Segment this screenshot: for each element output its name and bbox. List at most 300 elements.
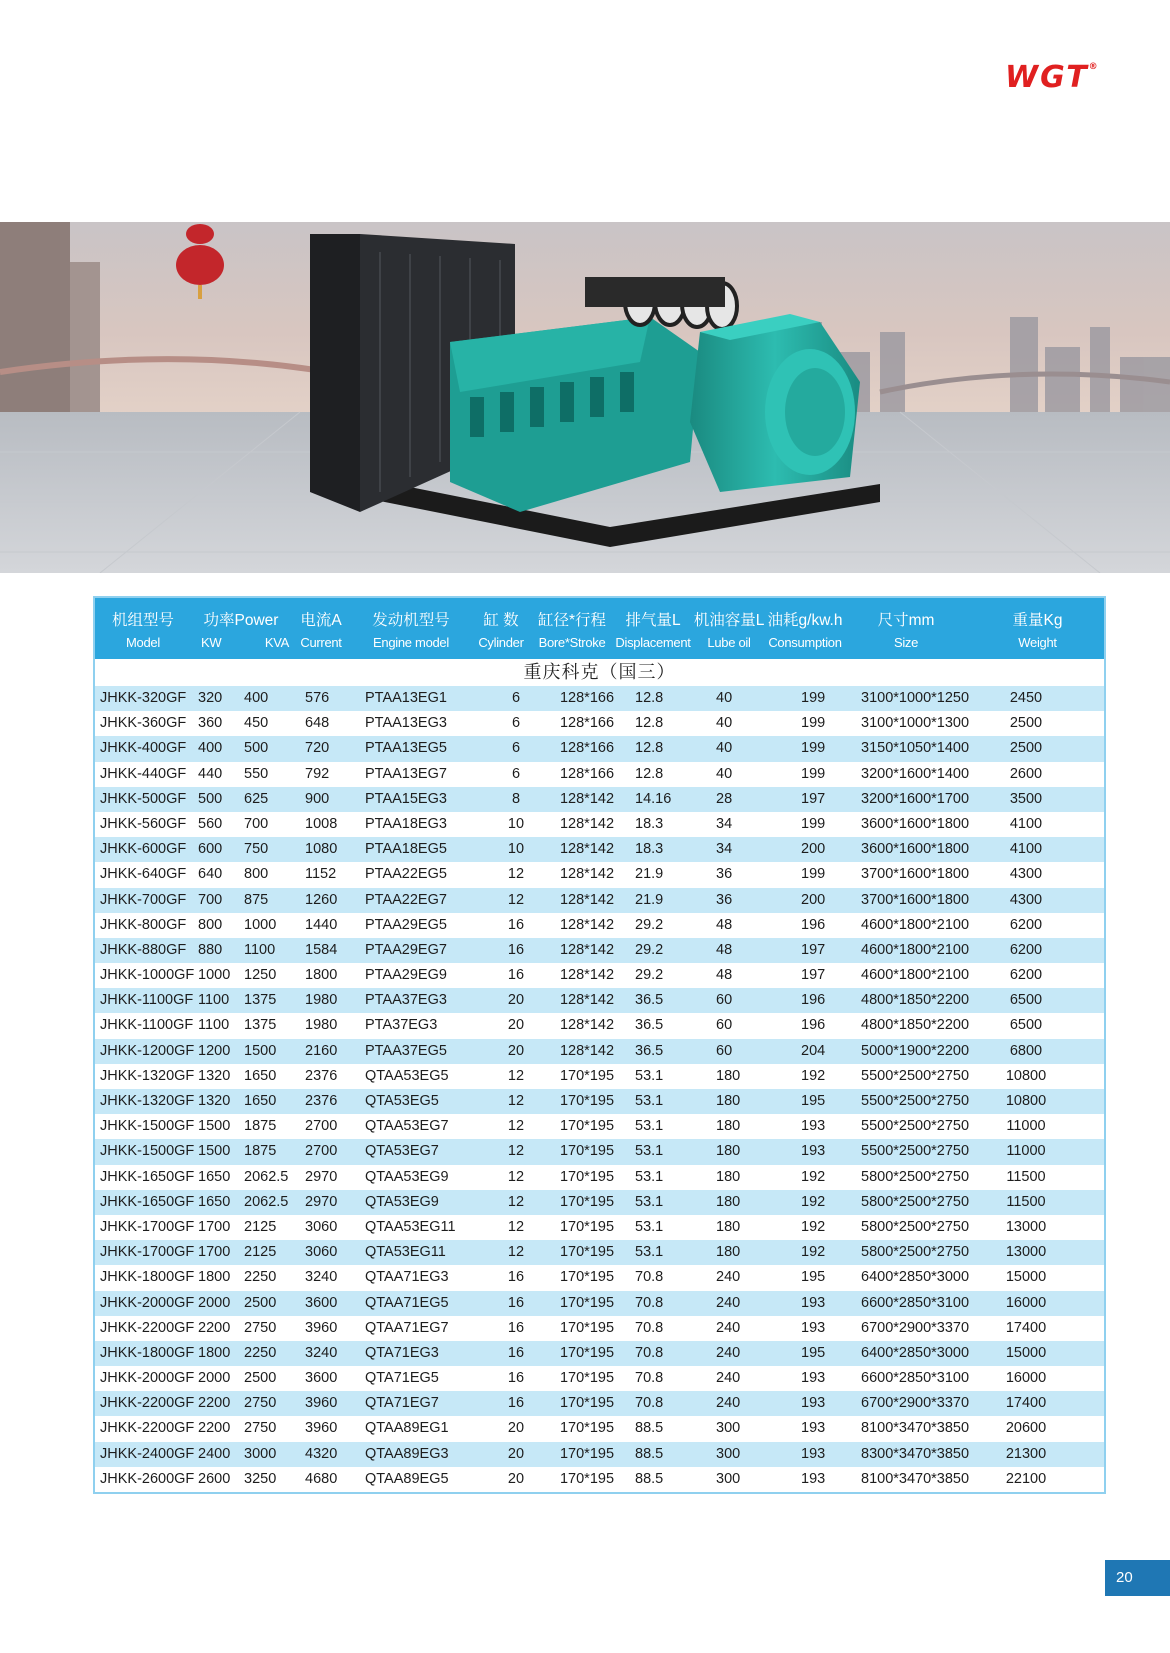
cell-kva: 2500 [244, 1370, 277, 1387]
cell-weight: 10800 [1005, 1093, 1047, 1109]
cell-weight: 2500 [1009, 740, 1043, 757]
table-row [95, 711, 1104, 736]
cell-size: 3600*1600*1800 [861, 815, 970, 832]
cell-bore: 128*142 [559, 916, 615, 933]
cell-engine: QTAA89EG5 [365, 1470, 449, 1487]
cell-kva: 2750 [244, 1319, 277, 1336]
cell-engine: PTA37EG3 [365, 1017, 438, 1034]
cell-displacement: 21.9 [635, 866, 664, 883]
table-row [95, 913, 1104, 938]
cell-consumption: 192 [801, 1218, 826, 1235]
table-row [95, 1240, 1104, 1265]
cell-size: 3600*1600*1800 [861, 841, 970, 858]
cell-displacement: 36.5 [635, 1042, 664, 1059]
cell-current: 3960 [305, 1420, 338, 1437]
table-row [95, 1391, 1104, 1416]
cell-current: 3060 [305, 1218, 338, 1235]
cell-consumption: 197 [801, 941, 826, 958]
wgt-logo: WGT® [1005, 60, 1100, 95]
cell-size: 4600*1800*2100 [861, 967, 970, 984]
cell-lube: 300 [716, 1470, 741, 1487]
table-row [95, 1039, 1104, 1064]
cell-cylinder: 12 [507, 1118, 525, 1135]
cell-engine: QTA53EG9 [365, 1193, 439, 1210]
cell-kw: 880 [198, 941, 223, 958]
cell-size: 3100*1000*1300 [861, 715, 970, 732]
cell-weight: 6500 [1009, 992, 1043, 1009]
cell-kw: 2200 [198, 1420, 231, 1437]
cell-engine: QTAA53EG11 [365, 1218, 456, 1235]
cell-kw: 700 [198, 891, 223, 908]
cell-consumption: 199 [801, 690, 826, 706]
cell-lube: 180 [716, 1118, 741, 1135]
cell-current: 3240 [305, 1344, 338, 1361]
cell-size: 5500*2500*2750 [861, 1118, 970, 1135]
table-row [95, 1416, 1104, 1441]
cell-current: 1440 [305, 916, 338, 933]
cell-engine: PTAA22EG5 [365, 866, 447, 883]
cell-bore: 170*195 [559, 1445, 615, 1462]
cell-kva: 1875 [244, 1143, 277, 1160]
cell-displacement: 53.1 [635, 1093, 664, 1109]
cell-consumption: 193 [801, 1395, 826, 1412]
cell-model: JHKK-2200GF [100, 1319, 195, 1336]
cell-size: 4800*1850*2200 [861, 1017, 970, 1034]
table-row [95, 963, 1104, 988]
cell-size: 3200*1600*1400 [861, 765, 970, 782]
cell-size: 3150*1050*1400 [861, 740, 970, 757]
table-row [95, 1442, 1104, 1467]
table-row [95, 736, 1104, 761]
cell-weight: 4100 [1009, 841, 1043, 858]
cell-consumption: 199 [801, 715, 826, 732]
cell-kw: 440 [198, 765, 223, 782]
cell-model: JHKK-1700GF [100, 1218, 195, 1235]
cell-displacement: 14.16 [635, 790, 672, 807]
cell-model: JHKK-1100GF [100, 1017, 194, 1034]
cell-current: 1260 [305, 891, 338, 908]
cell-consumption: 200 [801, 841, 826, 858]
cell-lube: 180 [716, 1168, 741, 1185]
cell-kva: 1000 [244, 916, 277, 933]
table-row [95, 1190, 1104, 1215]
cell-cylinder: 16 [507, 1294, 525, 1311]
cell-cylinder: 6 [511, 765, 521, 782]
cell-cylinder: 6 [511, 715, 521, 732]
cell-model: JHKK-1650GF [100, 1193, 195, 1210]
cell-lube: 180 [716, 1143, 741, 1160]
cell-lube: 40 [716, 740, 733, 757]
cell-engine: QTAA53EG5 [365, 1067, 449, 1084]
cell-kw: 2400 [198, 1445, 231, 1462]
cell-consumption: 199 [801, 866, 826, 883]
cell-size: 5500*2500*2750 [861, 1093, 970, 1109]
cell-model: JHKK-1000GF [100, 967, 195, 984]
cell-bore: 170*195 [559, 1244, 615, 1261]
cell-model: JHKK-500GF [100, 790, 187, 807]
cell-model: JHKK-400GF [100, 740, 187, 757]
cell-engine: QTAA53EG7 [365, 1118, 449, 1135]
cell-size: 8300*3470*3850 [861, 1445, 970, 1462]
cell-displacement: 53.1 [635, 1244, 664, 1261]
cell-displacement: 18.3 [635, 841, 664, 858]
cell-size: 5500*2500*2750 [861, 1067, 970, 1084]
cell-kw: 1500 [198, 1118, 231, 1135]
cell-consumption: 196 [801, 992, 826, 1009]
cell-bore: 128*142 [559, 866, 615, 883]
cell-kw: 1100 [198, 1017, 230, 1034]
col-engine: 发动机型号 Engine model [372, 612, 450, 650]
cell-displacement: 70.8 [635, 1395, 664, 1412]
cell-current: 2376 [305, 1067, 338, 1084]
cell-engine: PTAA29EG9 [365, 967, 447, 984]
cell-bore: 170*195 [559, 1193, 615, 1210]
cell-model: JHKK-1800GF [100, 1269, 195, 1286]
cell-kva: 2250 [244, 1344, 277, 1361]
cell-model: JHKK-2200GF [100, 1420, 195, 1437]
table-row [95, 1215, 1104, 1240]
cell-displacement: 88.5 [635, 1470, 664, 1487]
table-row [95, 1265, 1104, 1290]
cell-bore: 170*195 [559, 1294, 615, 1311]
cell-kw: 1800 [198, 1269, 231, 1286]
cell-displacement: 18.3 [635, 815, 664, 832]
cell-cylinder: 16 [507, 916, 525, 933]
cell-kva: 1650 [244, 1067, 277, 1084]
cell-bore: 170*195 [559, 1168, 615, 1185]
cell-engine: PTAA13EG1 [365, 690, 447, 706]
cell-cylinder: 16 [507, 1319, 525, 1336]
cell-model: JHKK-1500GF [100, 1143, 195, 1160]
col-displacement: 排气量L Displacement [615, 612, 691, 650]
cell-model: JHKK-1320GF [100, 1067, 195, 1084]
cell-cylinder: 12 [507, 1093, 525, 1109]
table-row [95, 1064, 1104, 1089]
cell-current: 1980 [305, 992, 338, 1009]
cell-kva: 2125 [244, 1218, 277, 1235]
cell-bore: 170*195 [559, 1395, 615, 1412]
cell-bore: 128*166 [559, 715, 615, 732]
cell-displacement: 29.2 [635, 941, 664, 958]
cell-current: 648 [305, 715, 330, 732]
table-row [95, 938, 1104, 963]
cell-kw: 2600 [198, 1470, 231, 1487]
cell-kva: 2500 [244, 1294, 277, 1311]
cell-lube: 36 [716, 866, 733, 883]
cell-weight: 11000 [1006, 1143, 1046, 1160]
cell-size: 3700*1600*1800 [861, 866, 970, 883]
cell-lube: 300 [716, 1445, 741, 1462]
cell-weight: 2500 [1009, 715, 1043, 732]
cell-current: 3960 [305, 1395, 338, 1412]
cell-kw: 1650 [198, 1168, 231, 1185]
cell-lube: 40 [716, 715, 733, 732]
cell-cylinder: 16 [507, 941, 525, 958]
col-lube: 机油容量L Lube oil [693, 612, 765, 650]
cell-engine: PTAA18EG3 [365, 815, 447, 832]
cell-cylinder: 20 [507, 1420, 525, 1437]
cell-consumption: 193 [801, 1470, 826, 1487]
cell-size: 6600*2850*3100 [861, 1370, 970, 1387]
cell-displacement: 36.5 [635, 1017, 664, 1034]
cell-weight: 4300 [1009, 891, 1043, 908]
cell-displacement: 70.8 [635, 1269, 664, 1286]
cell-displacement: 36.5 [635, 992, 664, 1009]
cell-cylinder: 12 [507, 1067, 525, 1084]
cell-cylinder: 6 [511, 740, 521, 757]
cell-kva: 2062.5 [244, 1193, 289, 1210]
cell-model: JHKK-600GF [100, 841, 187, 858]
cell-cylinder: 20 [507, 1017, 525, 1034]
cell-lube: 48 [716, 967, 733, 984]
cell-consumption: 193 [801, 1118, 826, 1135]
cell-bore: 128*142 [559, 891, 615, 908]
cell-consumption: 197 [801, 790, 826, 807]
cell-cylinder: 16 [507, 1370, 525, 1387]
cell-lube: 60 [716, 992, 733, 1009]
cell-current: 1584 [305, 941, 338, 958]
cell-displacement: 70.8 [635, 1344, 664, 1361]
cell-model: JHKK-560GF [100, 815, 187, 832]
table-row [95, 787, 1104, 812]
cell-current: 3960 [305, 1319, 338, 1336]
cell-bore: 170*195 [559, 1143, 615, 1160]
cell-lube: 240 [716, 1269, 741, 1286]
cell-current: 1080 [305, 841, 338, 858]
cell-kva: 800 [244, 866, 269, 883]
cell-size: 5800*2500*2750 [861, 1193, 970, 1210]
cell-model: JHKK-2600GF [100, 1470, 195, 1487]
cell-engine: QTA71EG5 [365, 1370, 439, 1387]
cell-consumption: 193 [801, 1319, 826, 1336]
cell-engine: QTAA53EG9 [365, 1168, 449, 1185]
cell-model: JHKK-1650GF [100, 1168, 195, 1185]
cell-size: 5500*2500*2750 [861, 1143, 970, 1160]
table-row [95, 988, 1104, 1013]
cell-kw: 1200 [198, 1042, 231, 1059]
cell-kw: 640 [198, 866, 223, 883]
cell-displacement: 53.1 [635, 1218, 664, 1235]
cell-current: 900 [305, 790, 330, 807]
cell-engine: QTAA71EG5 [365, 1294, 449, 1311]
cell-cylinder: 10 [507, 841, 525, 858]
cell-bore: 170*195 [559, 1118, 615, 1135]
cell-engine: QTAA71EG7 [365, 1319, 449, 1336]
table-row [95, 862, 1104, 887]
cell-model: JHKK-1320GF [100, 1093, 195, 1109]
cell-current: 2376 [305, 1093, 338, 1109]
cell-kw: 800 [198, 916, 223, 933]
cell-bore: 128*142 [559, 992, 615, 1009]
cell-size: 6400*2850*3000 [861, 1269, 970, 1286]
cell-weight: 2600 [1009, 765, 1043, 782]
cell-size: 3200*1600*1700 [861, 790, 970, 807]
cell-displacement: 53.1 [635, 1067, 664, 1084]
cell-model: JHKK-880GF [100, 941, 187, 958]
table-row [95, 1467, 1104, 1492]
cell-current: 1152 [305, 866, 337, 883]
cell-consumption: 192 [801, 1193, 826, 1210]
cell-weight: 11500 [1006, 1193, 1046, 1210]
cell-current: 2970 [305, 1193, 338, 1210]
cell-kva: 1100 [244, 941, 276, 958]
cell-cylinder: 16 [507, 1344, 525, 1361]
page-number: 20 [1105, 1560, 1170, 1596]
cell-weight: 3500 [1009, 790, 1043, 807]
cell-displacement: 12.8 [635, 715, 664, 732]
section-title: 重庆科克（国三） [95, 659, 1104, 686]
cell-kw: 1500 [198, 1143, 231, 1160]
cell-kva: 3250 [244, 1470, 277, 1487]
cell-weight: 17400 [1005, 1395, 1047, 1412]
cell-size: 6700*2900*3370 [861, 1395, 970, 1412]
cell-consumption: 199 [801, 765, 826, 782]
cell-current: 4680 [305, 1470, 338, 1487]
cell-model: JHKK-1200GF [100, 1042, 195, 1059]
cell-displacement: 12.8 [635, 690, 664, 706]
col-consumption: 油耗g/kw.h Consumption [767, 612, 843, 650]
cell-weight: 16000 [1005, 1294, 1047, 1311]
cell-bore: 128*142 [559, 790, 615, 807]
cell-size: 6700*2900*3370 [861, 1319, 970, 1336]
cell-consumption: 200 [801, 891, 826, 908]
cell-cylinder: 10 [507, 815, 525, 832]
cell-lube: 240 [716, 1395, 741, 1412]
cell-weight: 11500 [1006, 1168, 1046, 1185]
cell-current: 4320 [305, 1445, 338, 1462]
cell-current: 576 [305, 690, 330, 706]
cell-engine: QTA71EG7 [365, 1395, 439, 1412]
cell-model: JHKK-2200GF [100, 1395, 195, 1412]
cell-kw: 1320 [198, 1093, 231, 1109]
cell-consumption: 199 [801, 815, 826, 832]
table-row [95, 1139, 1104, 1164]
cell-cylinder: 20 [507, 1445, 525, 1462]
cell-cylinder: 12 [507, 1168, 525, 1185]
cell-lube: 34 [716, 815, 733, 832]
cell-kw: 2000 [198, 1370, 231, 1387]
cell-kw: 560 [198, 815, 223, 832]
cell-current: 1800 [305, 967, 338, 984]
cell-kw: 1320 [198, 1067, 231, 1084]
cell-cylinder: 12 [507, 891, 525, 908]
cell-consumption: 195 [801, 1093, 826, 1109]
cell-kva: 1250 [244, 967, 277, 984]
cell-current: 2970 [305, 1168, 338, 1185]
table-row [95, 1341, 1104, 1366]
cell-engine: PTAA13EG3 [365, 715, 447, 732]
cell-kw: 1100 [198, 992, 230, 1009]
cell-bore: 170*195 [559, 1269, 615, 1286]
cell-consumption: 192 [801, 1067, 826, 1084]
table-row [95, 686, 1104, 711]
cell-size: 5800*2500*2750 [861, 1168, 970, 1185]
cell-engine: PTAA13EG7 [365, 765, 447, 782]
cell-engine: PTAA29EG5 [365, 916, 447, 933]
cell-kw: 600 [198, 841, 223, 858]
cell-kva: 2125 [244, 1244, 277, 1261]
cell-cylinder: 6 [511, 690, 521, 706]
cell-kva: 625 [244, 790, 269, 807]
cell-consumption: 193 [801, 1294, 826, 1311]
cell-displacement: 88.5 [635, 1420, 664, 1437]
table-row [95, 1366, 1104, 1391]
cell-lube: 48 [716, 941, 733, 958]
cell-current: 720 [305, 740, 330, 757]
cell-weight: 15000 [1005, 1269, 1047, 1286]
cell-bore: 170*195 [559, 1319, 615, 1336]
cell-displacement: 70.8 [635, 1370, 664, 1387]
cell-size: 4600*1800*2100 [861, 941, 970, 958]
cell-kva: 2250 [244, 1269, 277, 1286]
cell-kva: 1875 [244, 1118, 277, 1135]
cell-kw: 320 [198, 690, 223, 706]
cell-size: 6600*2850*3100 [861, 1294, 970, 1311]
cell-displacement: 29.2 [635, 916, 664, 933]
cell-size: 6400*2850*3000 [861, 1344, 970, 1361]
cell-bore: 170*195 [559, 1093, 615, 1109]
cell-weight: 13000 [1005, 1244, 1047, 1261]
cell-current: 1008 [305, 815, 338, 832]
cell-engine: QTA53EG7 [365, 1143, 439, 1160]
cell-consumption: 192 [801, 1168, 826, 1185]
cell-displacement: 88.5 [635, 1445, 664, 1462]
col-power: 功率Power KW KVA [201, 612, 289, 650]
cell-weight: 6200 [1009, 941, 1043, 958]
cell-consumption: 196 [801, 1017, 826, 1034]
cell-weight: 6200 [1009, 967, 1043, 984]
cell-consumption: 192 [801, 1244, 826, 1261]
cell-consumption: 196 [801, 916, 826, 933]
cell-bore: 170*195 [559, 1218, 615, 1235]
cell-kw: 400 [198, 740, 223, 757]
cell-kw: 1800 [198, 1344, 231, 1361]
cell-model: JHKK-1800GF [100, 1344, 195, 1361]
generator-photo [0, 222, 1170, 573]
cell-lube: 60 [716, 1017, 733, 1034]
cell-cylinder: 16 [507, 967, 525, 984]
table-row [95, 1291, 1104, 1316]
cell-size: 5000*1900*2200 [861, 1042, 970, 1059]
cell-kva: 750 [244, 841, 269, 858]
cell-cylinder: 12 [507, 866, 525, 883]
cell-displacement: 70.8 [635, 1294, 664, 1311]
cell-engine: QTA53EG5 [365, 1093, 439, 1109]
cell-kw: 2200 [198, 1395, 231, 1412]
cell-kva: 500 [244, 740, 269, 757]
cell-bore: 128*166 [559, 765, 615, 782]
cell-engine: QTA71EG3 [365, 1344, 439, 1361]
cell-cylinder: 12 [507, 1143, 525, 1160]
cell-consumption: 193 [801, 1420, 826, 1437]
cell-model: JHKK-360GF [100, 715, 187, 732]
cell-engine: PTAA13EG5 [365, 740, 447, 757]
table-row [95, 837, 1104, 862]
cell-kva: 550 [244, 765, 269, 782]
cell-engine: PTAA29EG7 [365, 941, 447, 958]
cell-kva: 2062.5 [244, 1168, 289, 1185]
cell-kw: 1000 [198, 967, 231, 984]
cell-bore: 128*166 [559, 740, 615, 757]
cell-weight: 20600 [1005, 1420, 1047, 1437]
cell-model: JHKK-640GF [100, 866, 187, 883]
cell-kw: 1700 [198, 1218, 231, 1235]
cell-displacement: 53.1 [635, 1143, 664, 1160]
table-row [95, 812, 1104, 837]
cell-consumption: 195 [801, 1269, 826, 1286]
cell-displacement: 53.1 [635, 1118, 664, 1135]
cell-bore: 170*195 [559, 1470, 615, 1487]
